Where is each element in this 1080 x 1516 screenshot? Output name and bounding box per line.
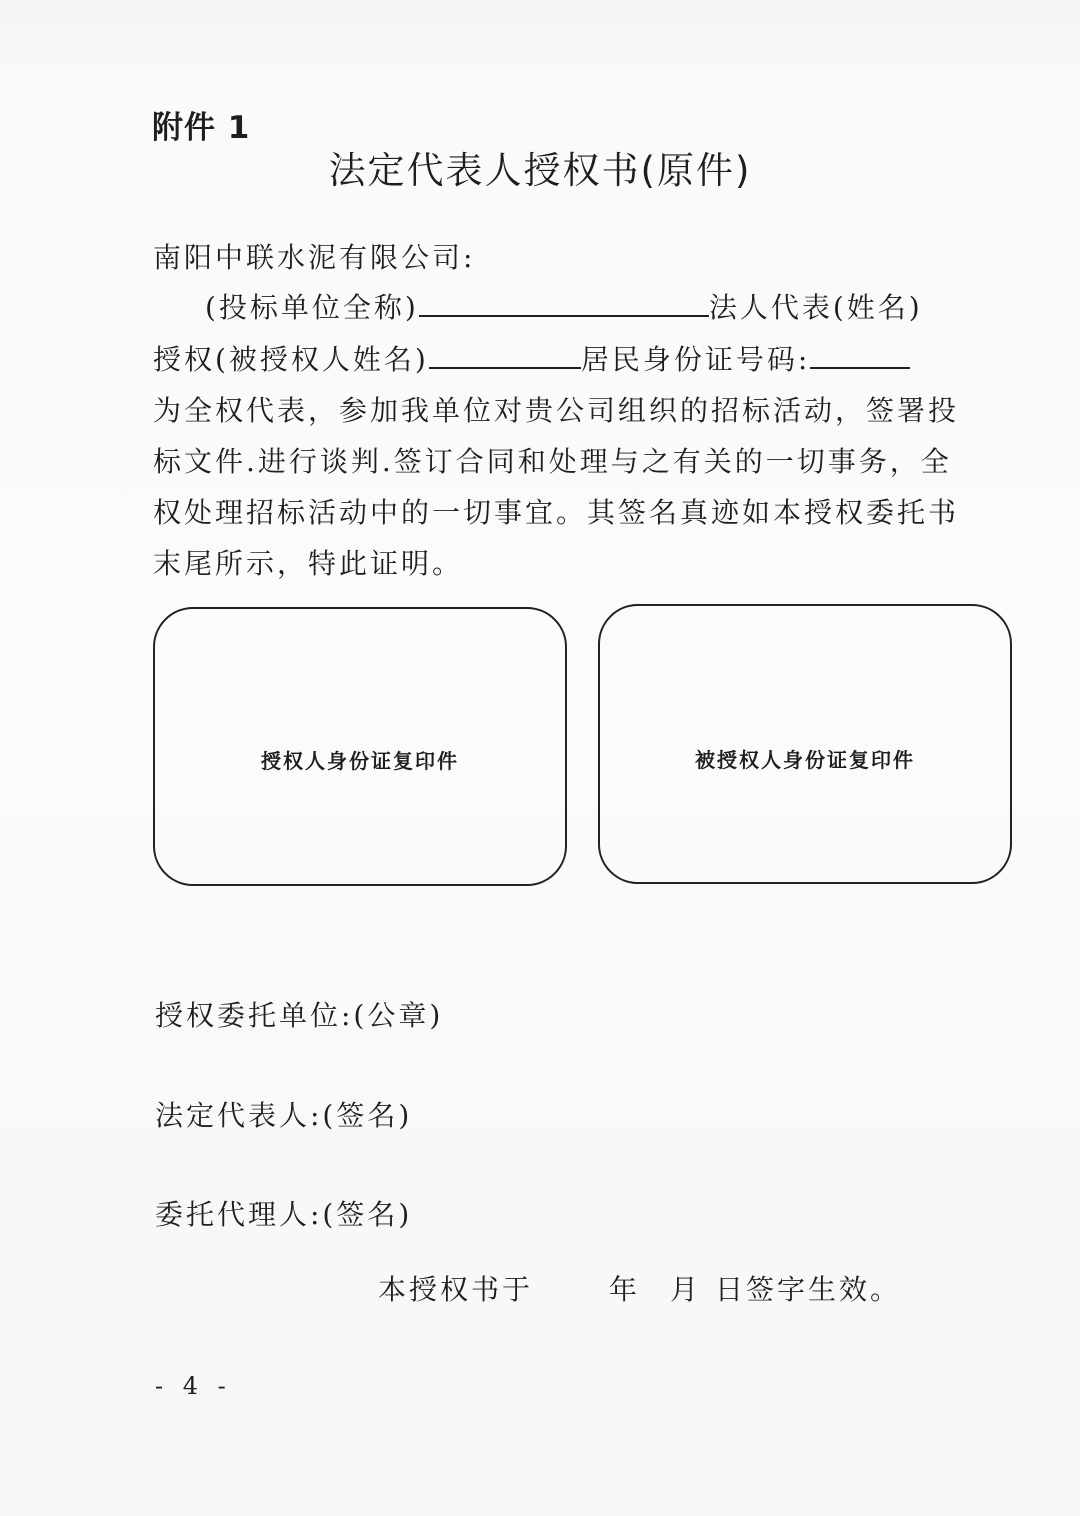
document-title: 法定代表人授权书(原件) xyxy=(328,149,752,192)
page-number: - 4 - xyxy=(155,1372,232,1400)
authorized-name-blank xyxy=(429,341,581,369)
authorizer-id-copy-label: 授权人身份证复印件 xyxy=(261,749,459,773)
authorized-id-copy-label: 被授权人身份证复印件 xyxy=(695,748,915,772)
effective-year: 年 xyxy=(609,1273,641,1306)
bidder-name-blank xyxy=(419,289,709,317)
authorized-id-copy-box xyxy=(598,604,1012,884)
effective-prefix: 本授权书于 xyxy=(378,1273,534,1306)
body-line-5: 权处理招标活动中的一切事宜。其签名真迹如本授权委托书 xyxy=(153,496,960,529)
legal-rep-signature-line: 法定代表人:(签名) xyxy=(155,1099,413,1132)
effective-date-line xyxy=(378,1268,901,1308)
id-number-blank xyxy=(810,341,910,369)
authorized-name-label: 授权(被授权人姓名) xyxy=(153,343,429,376)
body-line-3: 为全权代表，参加我单位对贵公司组织的招标活动，签署投 xyxy=(153,394,960,427)
authorizer-id-copy-box xyxy=(153,607,567,886)
effective-month: 月 xyxy=(670,1273,702,1306)
addressee: 南阳中联水泥有限公司: xyxy=(153,241,476,274)
agent-signature-line: 委托代理人:(签名) xyxy=(155,1198,413,1231)
body-line-1 xyxy=(205,286,923,326)
id-number-label: 居民身份证号码: xyxy=(580,343,811,376)
body-line-4: 标文件.进行谈判.签订合同和处理与之有关的一切事务，全 xyxy=(153,445,952,478)
body-line-2 xyxy=(153,338,910,378)
authorizing-unit-seal-line: 授权委托单位:(公章) xyxy=(155,999,444,1032)
bidder-name-label: (投标单位全称) xyxy=(205,291,419,324)
attachment-label: 附件 1 xyxy=(152,110,251,146)
body-line-6: 末尾所示，特此证明。 xyxy=(153,547,464,580)
legal-rep-name-label: 法人代表(姓名) xyxy=(708,291,923,324)
effective-suffix: 日签字生效。 xyxy=(715,1273,902,1306)
